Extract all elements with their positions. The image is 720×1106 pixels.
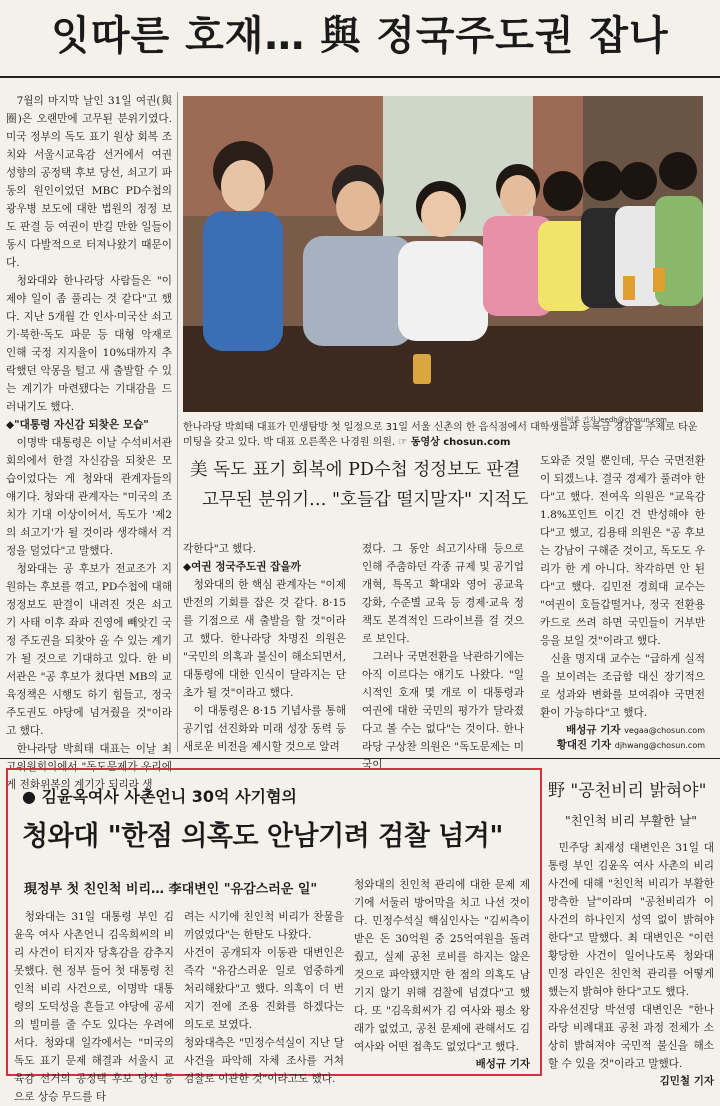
box-headline: 청와대 "한점 의혹도 안남기려 검찰 넘겨" <box>22 821 503 852</box>
byline-1-email[interactable]: vegaa@chosun.com <box>624 726 705 735</box>
byline-2 <box>540 737 705 752</box>
subhead-line-1: 美 독도 표기 회복에 PD수첩 정정보도 판결 <box>190 460 521 480</box>
box-paragraph: 려는 시기에 친인척 비리가 찬물을 끼얹었다"는 한탄도 나왔다. 사건이 공개되자 이동관 대변인은 즉각 "유감스러운 일로 엄중하게 처리해왔다"고 했다. 의혹이 더 번지기 전에 조용 진화를 하겠다는 의도로 보였다. 청와대측은 "민정수석실이 지난 달 사건을 파악해 자체 조사를 거쳐 검찰로 이관한 것"이라고도 했다. <box>184 911 344 1085</box>
left-paragraph: 청와대와 한나라당 사람들은 "이제야 일이 좀 풀리는 것 같다"고 했다. 지난 5개월 간 인사·미국산 쇠고기·북한·독도 파문 등 대형 악재로 인해 국정 지지율이 10%대까지 추락했던 악몽을 털고 새 출발할 수 있는 계기가 마련됐다는 기대감을 드러내기도 했다. <box>6 275 172 413</box>
main-headline: 잇따른 호재… 與 정국주도권 잡나 <box>51 13 669 59</box>
headline-rule <box>0 76 720 78</box>
news-photo <box>183 96 703 412</box>
box-paragraph: 청와대는 31일 대통령 부인 김윤옥 여사 사촌언니 김옥희씨의 비리 사건이 터지자 당혹감을 감추지 못했다. 현 정부 들어 첫 대통령 친인척 비리 사건으로, 이명박 대통령의 도덕성을 흔들고 야당에 공세의 빌미를 줄 수도 있다는 우려에서다. 청와대 일각에서는 "미국의 독도 표기 문제 해결과 서울시 교육감 선거의 공정택 후보 당선 등으로 상승 무드를 타 <box>14 911 174 1103</box>
mid-column-2 <box>362 540 524 774</box>
column-divider <box>177 92 178 752</box>
box-paragraph: 청와대의 친인척 관리에 대한 문제 제기에 서둘러 방어막을 치고 나선 것이다. 민정수석실 핵심인사는 "김씨측이 받은 돈 30억원 중 25억여원을 돌려줬고, 실제 공천 로비를 하지는 않은 것으로 파악됐지만 한 점의 의혹도 남기지 않기 위해 검찰에 넘겼다"고 했다. 또 "김옥희씨가 김 여사와 평소 왕래가 없었고, 공천 문제에 관해서도 김 여사와 어떤 접촉도 없었다"고 했다. <box>354 879 530 1053</box>
box-column-3 <box>354 876 530 1071</box>
mid-paragraph: 청와대의 한 핵심 관계자는 "이제 반전의 기회를 잡은 것 같다. 8·15를 기점으로 새 출발을 할 것"이라고 했다. 한나라당 차명진 의원은 "국민의 의혹과 불신이 해소되면서, 대통령에 대한 인식이 달라지는 단초가 될 것"이라고 했다. <box>183 579 346 699</box>
caption-video-link[interactable]: ☞ 동영상 chosun.com <box>398 437 511 448</box>
right-paragraph: 도와준 것일 뿐인데, 무슨 국면전환이 되겠느냐. 결국 경제가 풀려야 한다"고 했다. 전여옥 의원은 "교육감 1.8%포인트 이긴 건 반성해야 한다"고 했고, 김용태 의원은 "공 후보는 강남이 구해준 것이고, 독도도 우리가 한 게 아니다. 착각하면 안 된다"고 했다. 김민전 경희대 교수는 "여권이 호들갑떨거나, 정국 전환용 카드로 쓰려 하면 국민들이 거부반응을 보일 것"이라고 했다. <box>540 455 705 647</box>
left-paragraph: 7월의 마지막 날인 31일 여권(與圈)은 오랜만에 고무된 분위기였다. 미국 정부의 독도 표기 원상 회복 조치와 서울시교육감 선거에서 여권 성향의 공정택 후보 당선, 쇠고기 파동의 원인이었던 MBC PD수첩의 광우병 보도에 대한 법원의 정정 보도 판결 등 여권이 반길 만한 일들이 동시 다발적으로 터져나왔기 때문이다. <box>6 95 172 269</box>
mid-paragraph: 각한다"고 했다. <box>183 543 257 555</box>
mid-subheading: ◆여권 정국주도권 잡을까 <box>183 561 301 573</box>
box-column-1 <box>14 908 174 1106</box>
box-subhead: 現정부 첫 친인척 비리… 李대변인 "유감스러운 일" <box>24 882 318 897</box>
mid-paragraph: 졌다. 그 동안 쇠고기사태 등으로 인해 주춤하던 각종 규제 및 공기업 개혁, 특목고 확대와 영어 공교육 강화, 수준별 교육 등 경제·교육 정책도 본격적인 드라이브를 걸 것으로 보인다. <box>362 543 524 645</box>
right-paragraph: 신율 명지대 교수는 "급하게 실적을 보이려는 조급함 대신 장기적으로 성과와 변화를 보여줘야 국면전환이 가능하다"고 했다. <box>540 653 705 719</box>
byline-2-email[interactable]: djhwang@chosun.com <box>614 741 705 750</box>
box-column-2 <box>184 908 344 1088</box>
section-divider <box>0 758 720 759</box>
box-byline: 배성규 기자 <box>475 1058 530 1070</box>
mid-paragraph: 그러나 국면전환을 낙관하기에는 아직 이르다는 얘기도 나왔다. "일시적인 호재 몇 개로 이 대통령과 여권에 대한 국민의 평가가 달라졌다고 볼 수는 없다"는 것이다. 한나라당 구상찬 의원은 "독도문제는 미국이 <box>362 651 524 771</box>
caption-text: 한나라당 박희태 대표가 민생탐방 첫 일정으로 31일 서울 신촌의 한 음식점에서 대학생들과 등록금 경감을 주제로 타운 미팅을 갖고 있다. 박 대표 오른쪽은 나경원 의원. <box>183 422 698 448</box>
byline-2-name: 황대진 기자 <box>556 739 612 751</box>
left-paragraph: 청와대는 공 후보가 전교조가 지원하는 후보를 꺾고, PD수첩에 대해 정정보도 판결이 내려진 것은 쇠고기 사태 이후 좌파 진영에 빼앗긴 국정 주도권을 되찾아 올 수 있는 계기가 될 것으로 기대하고 있다. 한 비서관은 "공 후보가 쳤다면 MB의 교육정책은 시행도 하기 힘들고, 정국 주도권도 야당에 넘겨줬을 것"이라고 했다. <box>6 563 172 737</box>
photo-credit: 이덕훈 기자 leedh@chosun.com <box>560 416 667 424</box>
left-paragraph: 이명박 대통령은 이날 수석비서관회의에서 한결 자신감을 되찾은 모습이었다는 게 청와대 관계자들의 얘기다. 청와대 관계자는 "미국의 조치가 기대 이상이어서, 독도가 '제2의 쇠고기'가 될 것이라 생각해서 걱정을 덜었다"고 말했다. <box>6 437 172 557</box>
story-subhead <box>190 455 540 515</box>
left-column <box>6 92 172 794</box>
byline-1-name: 배성규 기자 <box>566 724 621 736</box>
left-subheading: ◆"대통령 자신감 되찾은 모습" <box>6 419 149 431</box>
boxed-story <box>6 768 542 1103</box>
mid-column-1 <box>183 540 346 756</box>
subhead-line-2: 고무된 분위기… "호들갑 떨지말자" 지적도 <box>202 490 529 510</box>
side-story <box>548 776 714 1088</box>
side-byline: 김민철 기자 <box>659 1075 714 1087</box>
right-column <box>540 452 705 752</box>
byline-1 <box>540 722 705 737</box>
side-headline: 野 "공천비리 밝혀야" <box>548 781 707 801</box>
left-paragraph: 한나라당 박희태 대표는 이날 최고위원회의에서 "독도문제가 우리에게 전화위복의 계기가 되리라 생 <box>6 743 172 791</box>
side-paragraph: 민주당 최재성 대변인은 31일 대통령 부인 김윤옥 여사 사촌의 비리 사건에 대해 "친인척 비리가 부활한 망측한 날"이라며 "공천비리가 이 사건의 하나인지 성역 없이 밝혀야 한다"고 말했다. 최 대변인은 "이런 황당한 사건이 일어나도록 청와대 민정 라인은 친인척 관리를 어떻게 했는지 밝혀야 한다"고도 했다. 자유선진당 박선영 대변인은 "한나라당 비례대표 공천 과정 전체가 소상히 밝혀져야 국민적 불신을 해소할 수 있을 것"이라고 말했다. <box>548 842 714 1070</box>
photo-caption <box>183 420 703 450</box>
photo-illustration <box>183 96 703 412</box>
mid-paragraph: 이 대통령은 8·15 기념사를 통해 공기업 선진화와 미래 성장 동력 등 새로운 비전을 제시할 것으로 알려 <box>183 705 346 753</box>
box-kicker: ● 김윤옥여사 사촌언니 30억 사기혐의 <box>22 787 297 806</box>
side-subhead: "친인척 비리 부활한 날" <box>564 813 698 828</box>
